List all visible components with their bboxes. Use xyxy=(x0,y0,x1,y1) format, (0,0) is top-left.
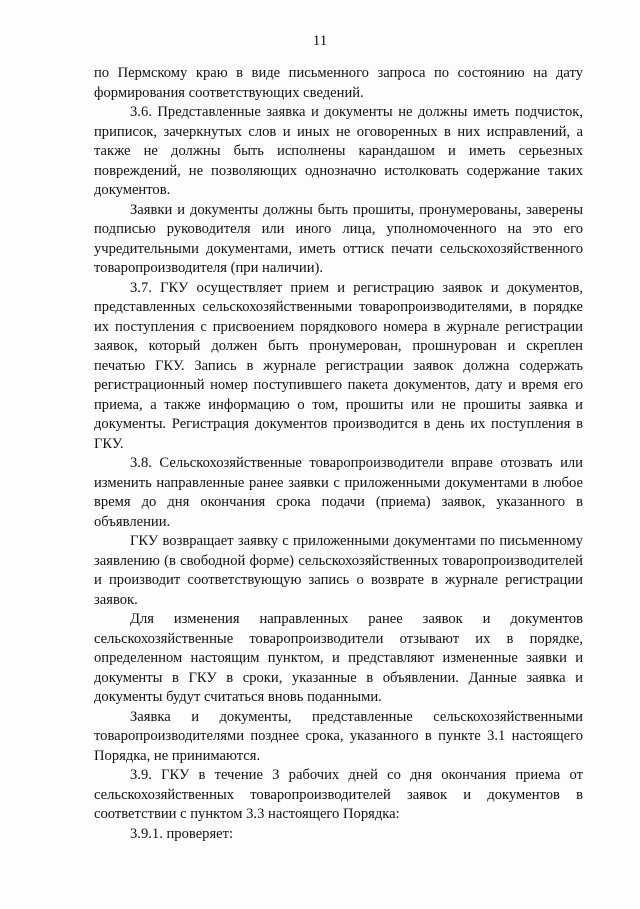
paragraph-continuation: по Пермскому краю в виде письменного запроса по состоянию на дату формирования соответствующих сведений. xyxy=(94,65,583,101)
paragraph-3-9: 3.9. ГКУ в течение 3 рабочих дней со дня окончания приема от сельскохозяйственных товаропроизводителей заявок и документов в соответствии с пунктом 3.3 настоящего Порядка: xyxy=(94,767,583,822)
page-number: 11 xyxy=(312,33,328,49)
paragraph-3-6: 3.6. Представленные заявка и документы не должны иметь подчисток, приписок, зачеркнутых слов и иных не оговоренных в них исправлений, а также не должны быть исполнены карандашом и иметь серьезных повреждений, не позволяющих однозначно истолковать содержание таких документов. xyxy=(94,104,583,198)
paragraph-return-application: ГКУ возвращает заявку с приложенными документами по письменному заявлению (в свободной форме) сельскохозяйственных товаропроизводителей и производит соответствующую запись о возврате в журнале регистрации заявок. xyxy=(94,533,583,608)
paragraph-binding-requirements: Заявки и документы должны быть прошиты, пронумерованы, заверены подписью руководителя или иного лица, уполномоченного на это его учредительными документами, иметь оттиск печати сельскохозяйственного товаропроизводителя (при наличии). xyxy=(94,201,583,276)
document-body xyxy=(94,64,583,844)
paragraph-3-7: 3.7. ГКУ осуществляет прием и регистрацию заявок и документов, представленных сельскохозяйственными товаропроизводителями, в порядке их поступления с присвоением порядкового номера в журнале регистрации заявок, который должен быть пронумерован, прошнурован и скреплен печатью ГКУ. Запись в журнале регистрации заявок должна содержать регистрационный номер поступившего пакета документов, дату и время его приема, а также информацию о том, прошиты или не прошиты заявка и документы. Регистрация документов производится в день их поступления в ГКУ. xyxy=(94,279,583,452)
paragraph-3-8: 3.8. Сельскохозяйственные товаропроизводители вправе отозвать или изменить направленные ранее заявки с приложенными документами в любое время до дня окончания срока подачи (приема) заявок, указанного в объявлении. xyxy=(94,455,583,530)
paragraph-3-9-1: 3.9.1. проверяет: xyxy=(130,825,234,842)
paragraph-late-application: Заявка и документы, представленные сельскохозяйственными товаропроизводителями позднее срока, указанного в пункте 3.1 настоящего Порядка, не принимаются. xyxy=(94,708,583,764)
paragraph-change-application: Для изменения направленных ранее заявок и документов сельскохозяйственные товаропроизводители отзывают их в порядке, определенном настоящим пунктом, и представляют измененные заявки и документы в ГКУ в сроки, указанные в объявлении. Данные заявка и документы будут считаться вновь поданными. xyxy=(94,611,583,705)
